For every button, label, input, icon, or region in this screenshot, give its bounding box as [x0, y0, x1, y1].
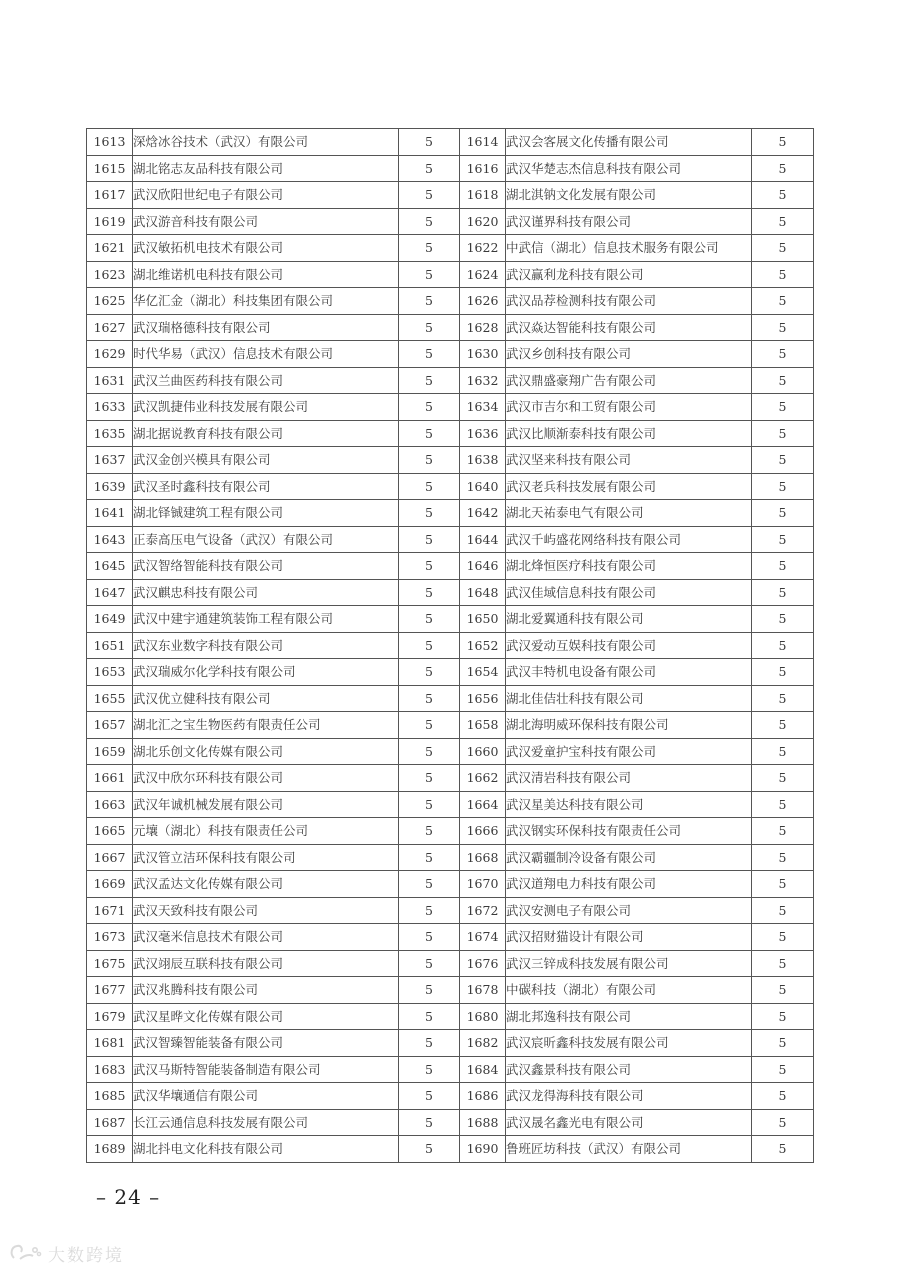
company-name: 湖北邦逸科技有限公司	[506, 1003, 752, 1030]
entry-number: 1658	[460, 712, 506, 739]
table-row	[87, 791, 814, 818]
entry-number: 1687	[87, 1109, 133, 1136]
page-number: – 24 –	[96, 1185, 161, 1209]
entry-number: 1661	[87, 765, 133, 792]
company-name: 武汉晟名鑫光电有限公司	[506, 1109, 752, 1136]
score-value: 5	[399, 897, 460, 924]
entry-number: 1663	[87, 791, 133, 818]
entry-number: 1679	[87, 1003, 133, 1030]
entry-number: 1626	[460, 288, 506, 315]
company-name: 武汉麒忠科技有限公司	[133, 579, 399, 606]
company-name: 湖北铎铖建筑工程有限公司	[133, 500, 399, 527]
company-name: 武汉鑫景科技有限公司	[506, 1056, 752, 1083]
company-name: 武汉中欣尔环科技有限公司	[133, 765, 399, 792]
score-value: 5	[399, 526, 460, 553]
score-value: 5	[399, 791, 460, 818]
company-name: 武汉市吉尔和工贸有限公司	[506, 394, 752, 421]
entry-number: 1650	[460, 606, 506, 633]
score-value: 5	[752, 897, 814, 924]
entry-number: 1624	[460, 261, 506, 288]
table-row	[87, 288, 814, 315]
entry-number: 1622	[460, 235, 506, 262]
entry-number: 1645	[87, 553, 133, 580]
entry-number: 1665	[87, 818, 133, 845]
score-value: 5	[399, 977, 460, 1004]
score-value: 5	[752, 950, 814, 977]
company-name: 湖北乐创文化传媒有限公司	[133, 738, 399, 765]
entry-number: 1642	[460, 500, 506, 527]
score-value: 5	[752, 1056, 814, 1083]
company-name: 武汉天致科技有限公司	[133, 897, 399, 924]
table-body	[87, 129, 814, 1163]
watermark	[8, 1240, 124, 1266]
score-value: 5	[752, 977, 814, 1004]
score-value: 5	[752, 712, 814, 739]
entry-number: 1659	[87, 738, 133, 765]
company-name: 武汉比顺渐泰科技有限公司	[506, 420, 752, 447]
entry-number: 1636	[460, 420, 506, 447]
entry-number: 1670	[460, 871, 506, 898]
entry-number: 1615	[87, 155, 133, 182]
entry-number: 1648	[460, 579, 506, 606]
entry-number: 1660	[460, 738, 506, 765]
score-value: 5	[399, 1056, 460, 1083]
table-row	[87, 924, 814, 951]
score-value: 5	[399, 844, 460, 871]
entry-number: 1629	[87, 341, 133, 368]
score-value: 5	[399, 553, 460, 580]
entry-number: 1684	[460, 1056, 506, 1083]
entry-number: 1683	[87, 1056, 133, 1083]
table-row	[87, 765, 814, 792]
table-row	[87, 1056, 814, 1083]
company-name: 元壤（湖北）科技有限责任公司	[133, 818, 399, 845]
company-name: 正泰高压电气设备（武汉）有限公司	[133, 526, 399, 553]
company-name: 武汉爱童护宝科技有限公司	[506, 738, 752, 765]
company-name: 湖北铭志友品科技有限公司	[133, 155, 399, 182]
table-row	[87, 500, 814, 527]
entry-number: 1647	[87, 579, 133, 606]
company-name: 鲁班匠坊科技（武汉）有限公司	[506, 1136, 752, 1163]
company-name: 武汉金创兴模具有限公司	[133, 447, 399, 474]
table-row	[87, 977, 814, 1004]
table-row	[87, 818, 814, 845]
entry-number: 1635	[87, 420, 133, 447]
score-value: 5	[752, 129, 814, 156]
entry-number: 1682	[460, 1030, 506, 1057]
score-value: 5	[399, 1003, 460, 1030]
entry-number: 1638	[460, 447, 506, 474]
company-name: 武汉龙得海科技有限公司	[506, 1083, 752, 1110]
table-row	[87, 473, 814, 500]
entry-number: 1677	[87, 977, 133, 1004]
table-row	[87, 712, 814, 739]
entry-number: 1673	[87, 924, 133, 951]
company-name: 武汉钢实环保科技有限责任公司	[506, 818, 752, 845]
company-name: 武汉优立健科技有限公司	[133, 685, 399, 712]
company-name: 武汉老兵科技发展有限公司	[506, 473, 752, 500]
company-name: 武汉星晔文化传媒有限公司	[133, 1003, 399, 1030]
table-row	[87, 1083, 814, 1110]
company-name: 武汉招财猫设计有限公司	[506, 924, 752, 951]
entry-number: 1628	[460, 314, 506, 341]
table-row	[87, 394, 814, 421]
company-name: 武汉乡创科技有限公司	[506, 341, 752, 368]
entry-number: 1668	[460, 844, 506, 871]
table-row	[87, 579, 814, 606]
table-row	[87, 261, 814, 288]
entry-number: 1651	[87, 632, 133, 659]
company-name: 武汉瑞威尔化学科技有限公司	[133, 659, 399, 686]
company-name: 武汉兰曲医药科技有限公司	[133, 367, 399, 394]
score-value: 5	[752, 473, 814, 500]
score-value: 5	[399, 341, 460, 368]
company-name: 武汉鼎盛豪翔广告有限公司	[506, 367, 752, 394]
table-row	[87, 420, 814, 447]
score-value: 5	[399, 367, 460, 394]
company-name: 武汉佳域信息科技有限公司	[506, 579, 752, 606]
company-name: 武汉年诚机械发展有限公司	[133, 791, 399, 818]
score-value: 5	[399, 420, 460, 447]
company-name: 武汉孟达文化传媒有限公司	[133, 871, 399, 898]
score-value: 5	[399, 155, 460, 182]
entry-number: 1685	[87, 1083, 133, 1110]
score-value: 5	[399, 871, 460, 898]
score-value: 5	[399, 659, 460, 686]
score-value: 5	[399, 685, 460, 712]
company-name: 武汉圣时鑫科技有限公司	[133, 473, 399, 500]
company-name: 武汉安测电子有限公司	[506, 897, 752, 924]
company-name: 深焓冰谷技术（武汉）有限公司	[133, 129, 399, 156]
company-name: 湖北淇钠文化发展有限公司	[506, 182, 752, 209]
company-name: 武汉智臻智能装备有限公司	[133, 1030, 399, 1057]
company-name: 湖北汇之宝生物医药有限责任公司	[133, 712, 399, 739]
company-name: 湖北烽恒医疗科技有限公司	[506, 553, 752, 580]
company-name: 武汉赢利龙科技有限公司	[506, 261, 752, 288]
score-value: 5	[752, 606, 814, 633]
score-value: 5	[399, 712, 460, 739]
table-row	[87, 182, 814, 209]
entry-number: 1672	[460, 897, 506, 924]
company-name: 武汉千屿盛花网络科技有限公司	[506, 526, 752, 553]
entry-number: 1680	[460, 1003, 506, 1030]
entry-number: 1631	[87, 367, 133, 394]
company-name: 武汉道翔电力科技有限公司	[506, 871, 752, 898]
table-row	[87, 235, 814, 262]
company-name: 武汉品荐检测科技有限公司	[506, 288, 752, 315]
entry-number: 1644	[460, 526, 506, 553]
score-value: 5	[399, 447, 460, 474]
score-value: 5	[752, 1003, 814, 1030]
company-name: 武汉管立洁环保科技有限公司	[133, 844, 399, 871]
score-value: 5	[752, 553, 814, 580]
entry-number: 1664	[460, 791, 506, 818]
company-name: 华亿汇金（湖北）科技集团有限公司	[133, 288, 399, 315]
company-name: 长江云通信息科技发展有限公司	[133, 1109, 399, 1136]
entry-number: 1686	[460, 1083, 506, 1110]
company-name: 武汉焱达智能科技有限公司	[506, 314, 752, 341]
entry-number: 1654	[460, 659, 506, 686]
entry-number: 1656	[460, 685, 506, 712]
company-name: 武汉清岩科技有限公司	[506, 765, 752, 792]
score-value: 5	[752, 818, 814, 845]
company-name: 湖北佳佶壮科技有限公司	[506, 685, 752, 712]
score-value: 5	[399, 394, 460, 421]
score-value: 5	[752, 1030, 814, 1057]
table-row	[87, 1003, 814, 1030]
company-name: 武汉爱动互娱科技有限公司	[506, 632, 752, 659]
table-row	[87, 1109, 814, 1136]
entry-number: 1688	[460, 1109, 506, 1136]
entry-number: 1655	[87, 685, 133, 712]
table-row	[87, 447, 814, 474]
score-value: 5	[752, 765, 814, 792]
score-value: 5	[752, 579, 814, 606]
score-value: 5	[399, 818, 460, 845]
entry-number: 1641	[87, 500, 133, 527]
table-row	[87, 950, 814, 977]
entry-number: 1625	[87, 288, 133, 315]
entry-number: 1669	[87, 871, 133, 898]
company-name: 武汉智络智能科技有限公司	[133, 553, 399, 580]
entry-number: 1613	[87, 129, 133, 156]
score-value: 5	[399, 950, 460, 977]
company-name: 武汉翊辰互联科技有限公司	[133, 950, 399, 977]
entry-number: 1666	[460, 818, 506, 845]
score-value: 5	[399, 129, 460, 156]
score-value: 5	[752, 1083, 814, 1110]
score-value: 5	[752, 447, 814, 474]
score-value: 5	[399, 738, 460, 765]
table-row	[87, 341, 814, 368]
score-value: 5	[399, 1136, 460, 1163]
score-value: 5	[752, 155, 814, 182]
score-value: 5	[752, 420, 814, 447]
company-name: 武汉敏拓机电技术有限公司	[133, 235, 399, 262]
company-name: 武汉星美达科技有限公司	[506, 791, 752, 818]
company-name: 武汉东业数字科技有限公司	[133, 632, 399, 659]
company-name: 武汉兆腾科技有限公司	[133, 977, 399, 1004]
company-name: 武汉瑞格德科技有限公司	[133, 314, 399, 341]
company-name: 武汉毫米信息技术有限公司	[133, 924, 399, 951]
score-value: 5	[399, 765, 460, 792]
table-row	[87, 632, 814, 659]
score-value: 5	[752, 208, 814, 235]
score-value: 5	[399, 579, 460, 606]
entry-number: 1618	[460, 182, 506, 209]
entry-number: 1676	[460, 950, 506, 977]
score-value: 5	[752, 685, 814, 712]
score-value: 5	[752, 844, 814, 871]
company-name: 湖北抖电文化科技有限公司	[133, 1136, 399, 1163]
score-value: 5	[399, 182, 460, 209]
entry-number: 1639	[87, 473, 133, 500]
score-value: 5	[752, 1109, 814, 1136]
entry-number: 1623	[87, 261, 133, 288]
score-value: 5	[752, 924, 814, 951]
score-value: 5	[399, 208, 460, 235]
entry-number: 1627	[87, 314, 133, 341]
entry-number: 1675	[87, 950, 133, 977]
score-value: 5	[752, 288, 814, 315]
entry-number: 1614	[460, 129, 506, 156]
table-row	[87, 659, 814, 686]
table-row	[87, 844, 814, 871]
entry-number: 1630	[460, 341, 506, 368]
score-value: 5	[752, 526, 814, 553]
entry-number: 1667	[87, 844, 133, 871]
table-row	[87, 314, 814, 341]
table-row	[87, 1030, 814, 1057]
company-name: 中碳科技（湖北）有限公司	[506, 977, 752, 1004]
entry-number: 1652	[460, 632, 506, 659]
watermark-logo-icon	[8, 1242, 42, 1264]
entry-number: 1690	[460, 1136, 506, 1163]
score-value: 5	[399, 288, 460, 315]
entry-number: 1657	[87, 712, 133, 739]
company-name: 武汉马斯特智能装备制造有限公司	[133, 1056, 399, 1083]
company-name: 时代华易（武汉）信息技术有限公司	[133, 341, 399, 368]
score-value: 5	[399, 261, 460, 288]
company-name: 武汉华壤通信有限公司	[133, 1083, 399, 1110]
entry-number: 1653	[87, 659, 133, 686]
score-value: 5	[399, 314, 460, 341]
entry-number: 1640	[460, 473, 506, 500]
entry-number: 1646	[460, 553, 506, 580]
company-name: 武汉霸疆制冷设备有限公司	[506, 844, 752, 871]
entry-number: 1671	[87, 897, 133, 924]
score-value: 5	[399, 1030, 460, 1057]
company-name: 武汉谨界科技有限公司	[506, 208, 752, 235]
score-value: 5	[752, 394, 814, 421]
score-value: 5	[399, 1109, 460, 1136]
score-value: 5	[752, 182, 814, 209]
company-name: 湖北爱翼通科技有限公司	[506, 606, 752, 633]
score-value: 5	[399, 924, 460, 951]
score-value: 5	[752, 791, 814, 818]
score-value: 5	[752, 659, 814, 686]
table-row	[87, 897, 814, 924]
company-name: 武汉中建宇通建筑装饰工程有限公司	[133, 606, 399, 633]
score-value: 5	[752, 738, 814, 765]
entry-number: 1619	[87, 208, 133, 235]
table-row	[87, 738, 814, 765]
company-name: 武汉坚来科技有限公司	[506, 447, 752, 474]
entry-number: 1681	[87, 1030, 133, 1057]
company-name: 武汉游音科技有限公司	[133, 208, 399, 235]
company-name: 湖北据说教育科技有限公司	[133, 420, 399, 447]
company-name: 武汉会客展文化传播有限公司	[506, 129, 752, 156]
company-name: 武汉欣阳世纪电子有限公司	[133, 182, 399, 209]
score-value: 5	[752, 261, 814, 288]
entry-number: 1649	[87, 606, 133, 633]
score-value: 5	[399, 235, 460, 262]
company-name: 武汉凯捷伟业科技发展有限公司	[133, 394, 399, 421]
company-name: 武汉丰特机电设备有限公司	[506, 659, 752, 686]
score-value: 5	[752, 632, 814, 659]
score-value: 5	[752, 500, 814, 527]
company-list-table	[86, 128, 814, 1163]
score-value: 5	[399, 473, 460, 500]
company-name: 武汉宸昕鑫科技发展有限公司	[506, 1030, 752, 1057]
entry-number: 1633	[87, 394, 133, 421]
table-row	[87, 606, 814, 633]
entry-number: 1621	[87, 235, 133, 262]
score-value: 5	[752, 235, 814, 262]
company-name: 中武信（湖北）信息技术服务有限公司	[506, 235, 752, 262]
score-value: 5	[399, 606, 460, 633]
score-value: 5	[399, 632, 460, 659]
score-value: 5	[399, 500, 460, 527]
entry-number: 1643	[87, 526, 133, 553]
table-row	[87, 871, 814, 898]
entry-number: 1662	[460, 765, 506, 792]
score-value: 5	[752, 314, 814, 341]
table-row	[87, 685, 814, 712]
table-row	[87, 1136, 814, 1163]
entry-number: 1637	[87, 447, 133, 474]
score-value: 5	[752, 871, 814, 898]
company-name: 湖北维诺机电科技有限公司	[133, 261, 399, 288]
entry-number: 1616	[460, 155, 506, 182]
watermark-text: 大数跨境	[48, 1245, 124, 1266]
table-row	[87, 208, 814, 235]
company-name: 武汉华楚志杰信息科技有限公司	[506, 155, 752, 182]
entry-number: 1634	[460, 394, 506, 421]
entry-number: 1674	[460, 924, 506, 951]
score-value: 5	[752, 367, 814, 394]
table-row	[87, 553, 814, 580]
table-row	[87, 155, 814, 182]
company-name: 湖北天祐泰电气有限公司	[506, 500, 752, 527]
entry-number: 1632	[460, 367, 506, 394]
entry-number: 1620	[460, 208, 506, 235]
entry-number: 1678	[460, 977, 506, 1004]
table-row	[87, 367, 814, 394]
score-value: 5	[399, 1083, 460, 1110]
table-row	[87, 526, 814, 553]
score-value: 5	[752, 341, 814, 368]
company-name: 湖北海明威环保科技有限公司	[506, 712, 752, 739]
company-name: 武汉三锌成科技发展有限公司	[506, 950, 752, 977]
entry-number: 1617	[87, 182, 133, 209]
score-value: 5	[752, 1136, 814, 1163]
table-row	[87, 129, 814, 156]
entry-number: 1689	[87, 1136, 133, 1163]
